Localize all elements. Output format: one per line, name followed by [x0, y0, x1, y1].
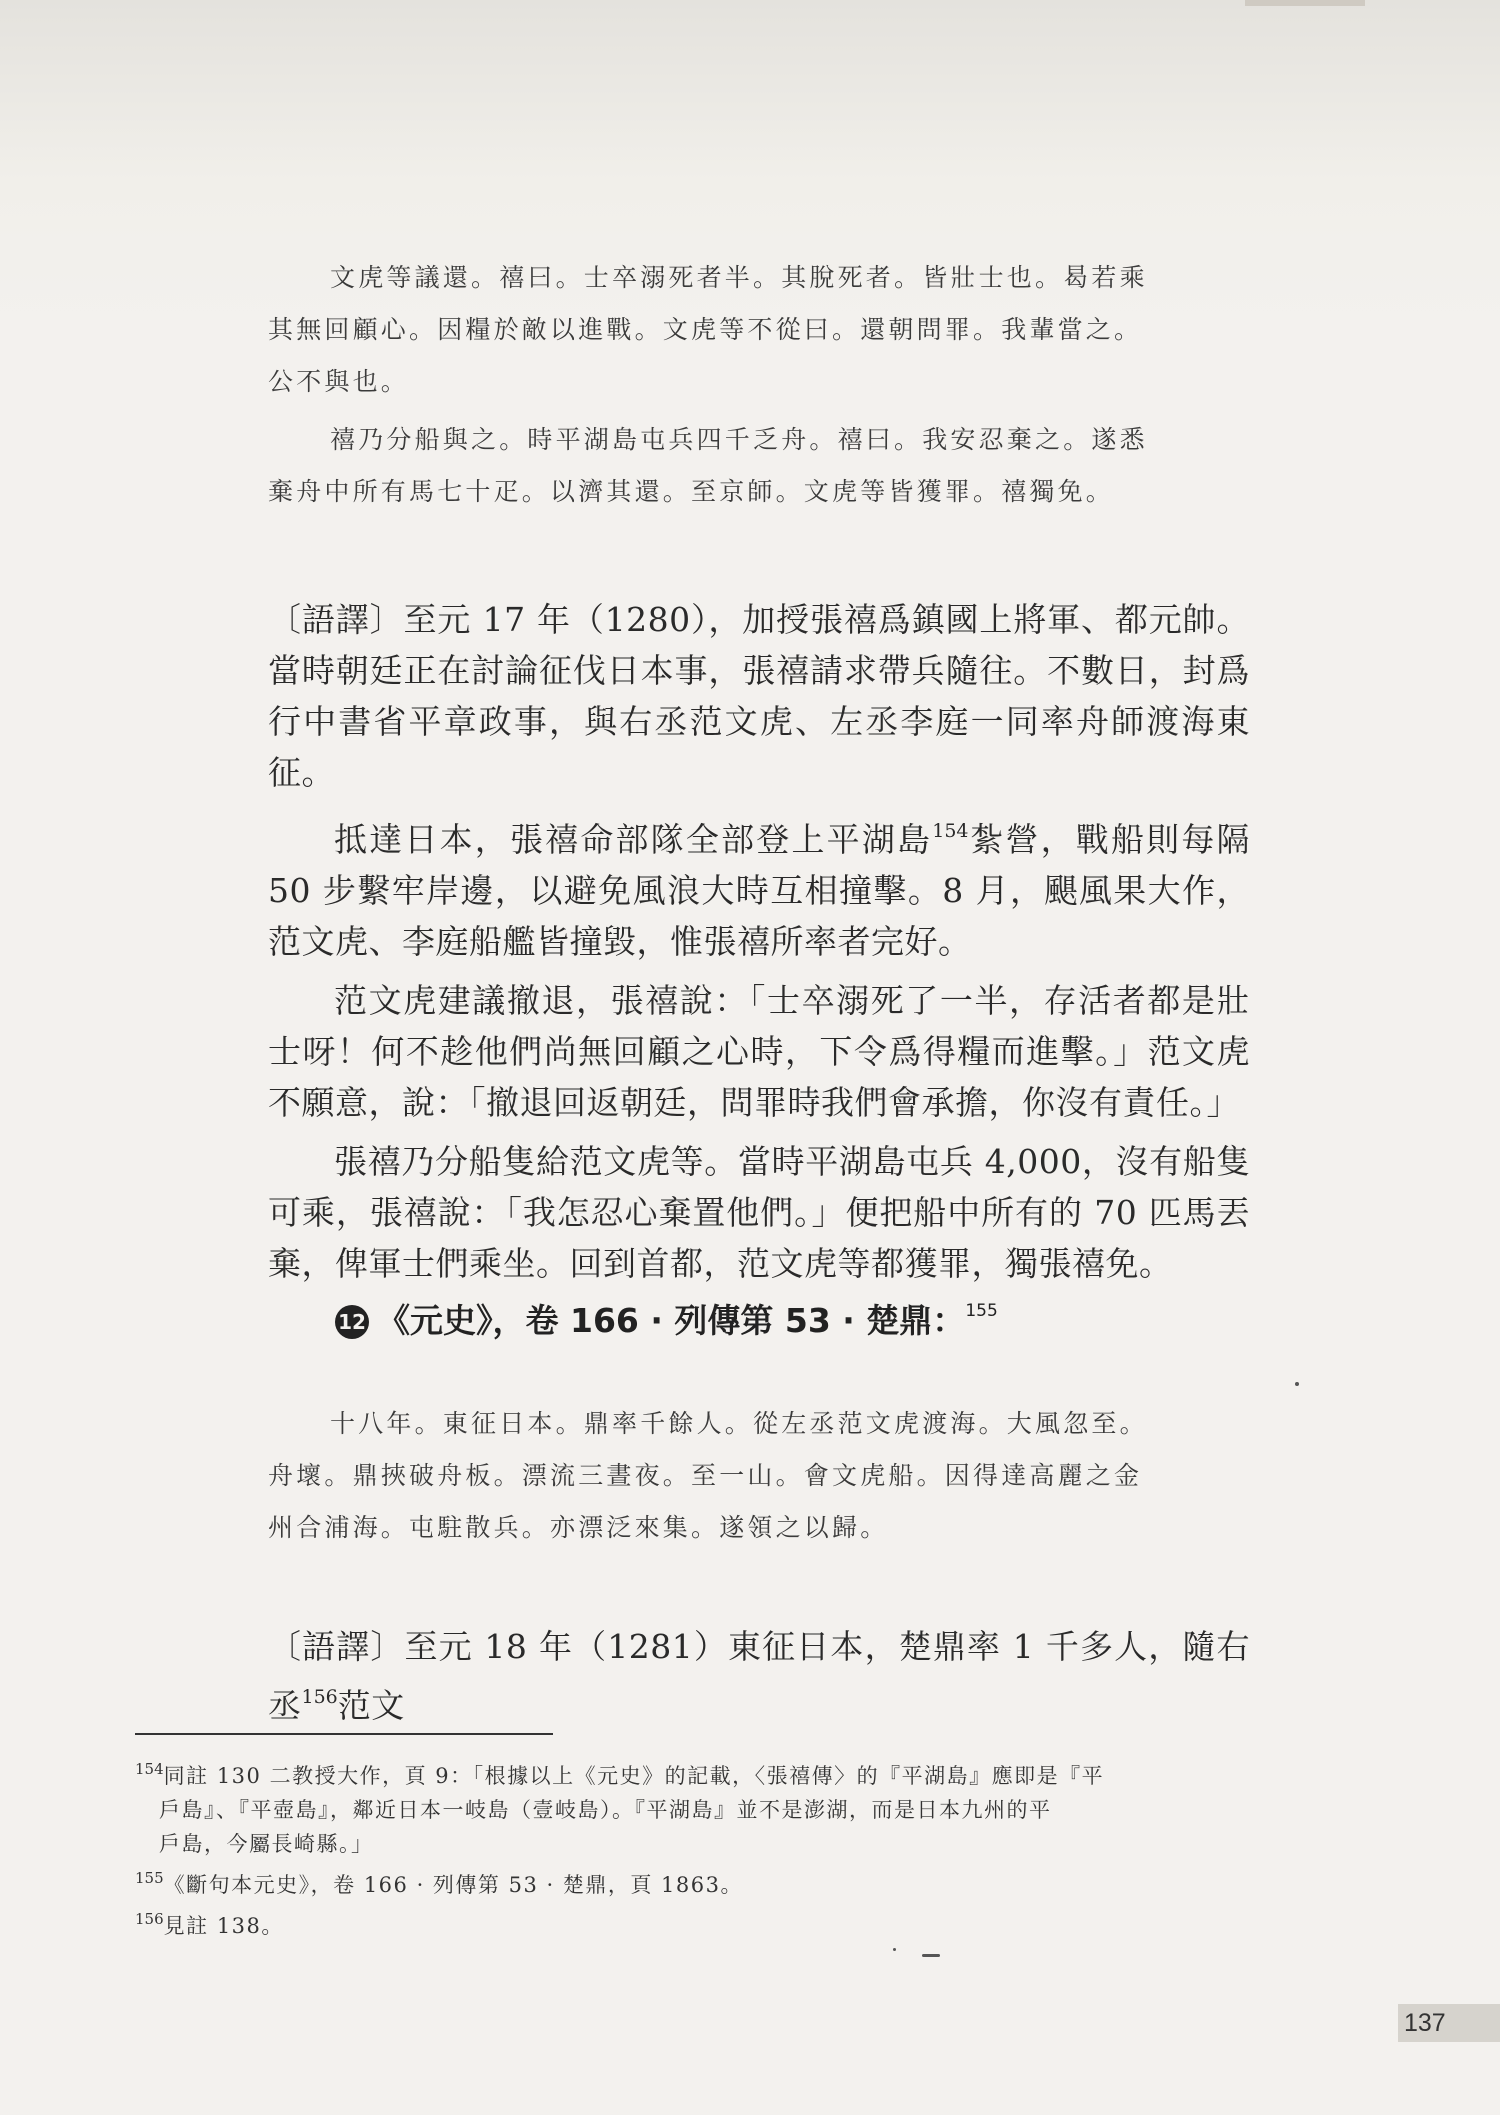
quote-line: 禧乃分船與之。時平湖島屯兵四千乏舟。禧曰。我安忍棄之。遂悉	[330, 425, 1148, 454]
footnote-rule	[135, 1733, 553, 1735]
footnote-ref-155[interactable]: 155	[965, 1301, 998, 1321]
quote-line: 公不與也。	[268, 367, 410, 396]
scan-speck	[893, 1948, 896, 1951]
heading-text: 《元史》，卷 166 · 列傳第 53 · 楚鼎：	[377, 1301, 966, 1340]
footnote-155: $^{155}$《斷句本元史》，卷 166 · 列傳第 53 · 楚鼎，頁 1863。	[135, 1869, 743, 1897]
quote-line: 舟壞。鼎挾破舟板。漂流三晝夜。至一山。會文虎船。因得達高麗之金	[268, 1461, 1143, 1490]
translation-paragraph: 〔語譯〕至元 17 年（1280），加授張禧爲鎮國上將軍、都元帥。當時朝廷正在討論征伐日本事，張禧請求帶兵隨往。不數日，封爲行中書省平章政事，與右丞范文虎、左丞李庭一同率舟師渡海東征。	[268, 600, 1250, 792]
translation-paragraph: 張禧乃分船隻給范文虎等。當時平湖島屯兵 4,000，沒有船隻可乘，張禧說：「我怎忍心棄置他們。」便把船中所有的 70 匹馬丟棄，俾軍士們乘坐。回到首都，范文虎等都獲罪，獨張禧免。	[268, 1142, 1250, 1283]
translation-paragraph: 范文虎建議撤退，張禧說：「士卒溺死了一半，存活者都是壯士呀！何不趁他們尚無回顧之心時，下令爲得糧而進擊。」范文虎不願意，說：「撤退回返朝廷，問罪時我們會承擔，你沒有責任。」	[268, 981, 1250, 1122]
footnote-ref-156[interactable]: 156	[301, 1686, 338, 1708]
scan-speck	[1295, 1382, 1299, 1386]
footnote-154: $^{154}$同註 130 二教授大作，頁 9：「根據以上《元史》的記載，〈張禧傳〉的『平湖島』應即是『平	[135, 1760, 1105, 1788]
quote-line: 州合浦海。屯駐散兵。亦漂泛來集。遂領之以歸。	[268, 1513, 889, 1542]
translation-paragraph: 〔語譯〕至元 18 年（1281）東征日本，楚鼎率 1 千多人，隨右丞$^{156}$范文	[268, 1627, 1250, 1725]
circled-number: 12	[335, 1305, 369, 1339]
quote-line: 其無回顧心。因糧於敵以進戰。文虎等不從曰。還朝問罪。我輩當之。	[268, 315, 1143, 344]
translation-paragraph: 抵達日本，張禧命部隊全部登上平湖島$^{154}$紮營，戰船則每隔 50 步繫牢岸邊，以避免風浪大時互相撞擊。8 月，颶風果大作，范文虎、李庭船艦皆撞毀，惟張禧所率者完好。	[268, 820, 1251, 961]
translation-block-1	[268, 594, 1250, 1297]
quote-line: 十八年。東征日本。鼎率千餘人。從左丞范文虎渡海。大風忽至。	[330, 1409, 1148, 1438]
quote-line: 棄舟中所有馬七十疋。以濟其還。至京師。文虎等皆獲罪。禧獨免。	[268, 477, 1115, 506]
section-heading	[335, 1295, 998, 1342]
footnote-154-line2: 戶島』、『平壺島』，鄰近日本一岐島（壹岐島）。『平湖島』並不是澎湖，而是日本九州的平	[159, 1798, 1052, 1822]
page-number: 137	[1398, 2004, 1500, 2042]
quote-line: 文虎等議還。禧曰。士卒溺死者半。其脫死者。皆壯士也。曷若乘	[330, 263, 1148, 292]
translation-block-2	[268, 1621, 1250, 1739]
classical-quote-2	[268, 1398, 1258, 1554]
scan-speck	[922, 1954, 940, 1957]
scan-edge-mark	[1245, 0, 1365, 6]
footnote-154-line3: 戶島，今屬長崎縣。」	[159, 1832, 374, 1856]
footnote-156: $^{156}$見註 138。	[135, 1910, 284, 1938]
classical-quote-1	[268, 252, 1258, 518]
footnotes	[135, 1752, 1255, 1943]
footnote-ref-154[interactable]: 154	[932, 820, 969, 842]
